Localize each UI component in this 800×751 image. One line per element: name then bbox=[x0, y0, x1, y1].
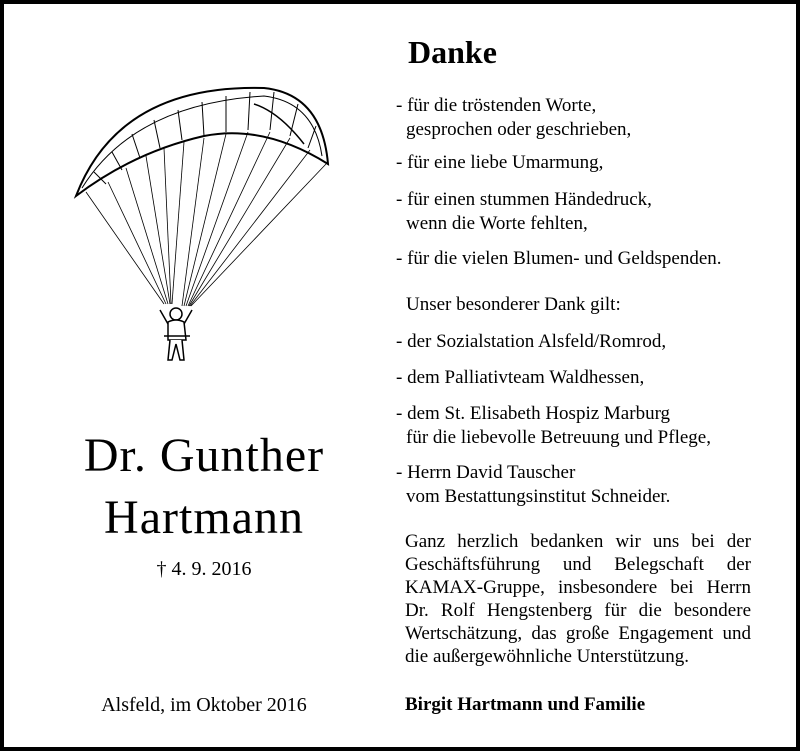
thanks-item bbox=[396, 188, 652, 236]
special-thanks-item bbox=[396, 366, 644, 390]
special-thanks-line1: - Herrn David Tauscher bbox=[396, 462, 576, 483]
special-thanks-item bbox=[396, 330, 666, 354]
deceased-name-last: Hartmann bbox=[104, 491, 304, 544]
paraglider-icon bbox=[64, 74, 344, 374]
signature: Birgit Hartmann und Familie bbox=[405, 694, 646, 715]
thanks-item-line1: - für die tröstenden Worte, bbox=[396, 95, 597, 116]
closing-paragraph: Ganz herzlich bedanken wir uns bei der Geschäftsführung und Belegschaft der KAMAX-Gruppe, insbesondere bei Herrn Dr. Rolf Hengstenberg für die besondere Wertschätzung, das große Engagement und die außergewöhnliche Unterstützung. bbox=[405, 531, 751, 667]
special-thanks-line1: - dem Palliativteam Waldhessen, bbox=[396, 367, 645, 388]
special-thanks-item bbox=[396, 461, 670, 509]
thanks-item-line1: - für eine liebe Umarmung, bbox=[396, 152, 604, 173]
thanks-item-line2: wenn die Worte fehlten, bbox=[406, 213, 588, 234]
thanks-item bbox=[396, 94, 631, 142]
special-thanks-intro: Unser besonderer Dank gilt: bbox=[406, 294, 621, 315]
thanks-item-line2: gesprochen oder geschrieben, bbox=[406, 119, 632, 140]
deceased-name-first: Dr. Gunther bbox=[83, 429, 325, 482]
thanks-item-line1: - für die vielen Blumen- und Geldspenden. bbox=[396, 248, 722, 269]
thanks-item bbox=[396, 151, 603, 175]
death-date: † 4. 9. 2016 bbox=[156, 558, 252, 580]
special-thanks-line2: vom Bestattungsinstitut Schneider. bbox=[406, 486, 671, 507]
thanks-item-line1: - für einen stummen Händedruck, bbox=[396, 189, 652, 210]
place-and-date: Alsfeld, im Oktober 2016 bbox=[101, 694, 307, 716]
page-title: Danke bbox=[408, 34, 497, 70]
special-thanks-line2: für die liebevolle Betreuung und Pflege, bbox=[406, 427, 711, 448]
thanks-item bbox=[396, 247, 722, 271]
special-thanks-line1: - dem St. Elisabeth Hospiz Marburg bbox=[396, 403, 671, 424]
special-thanks-item bbox=[396, 402, 711, 450]
special-thanks-line1: - der Sozialstation Alsfeld/Romrod, bbox=[396, 331, 667, 352]
